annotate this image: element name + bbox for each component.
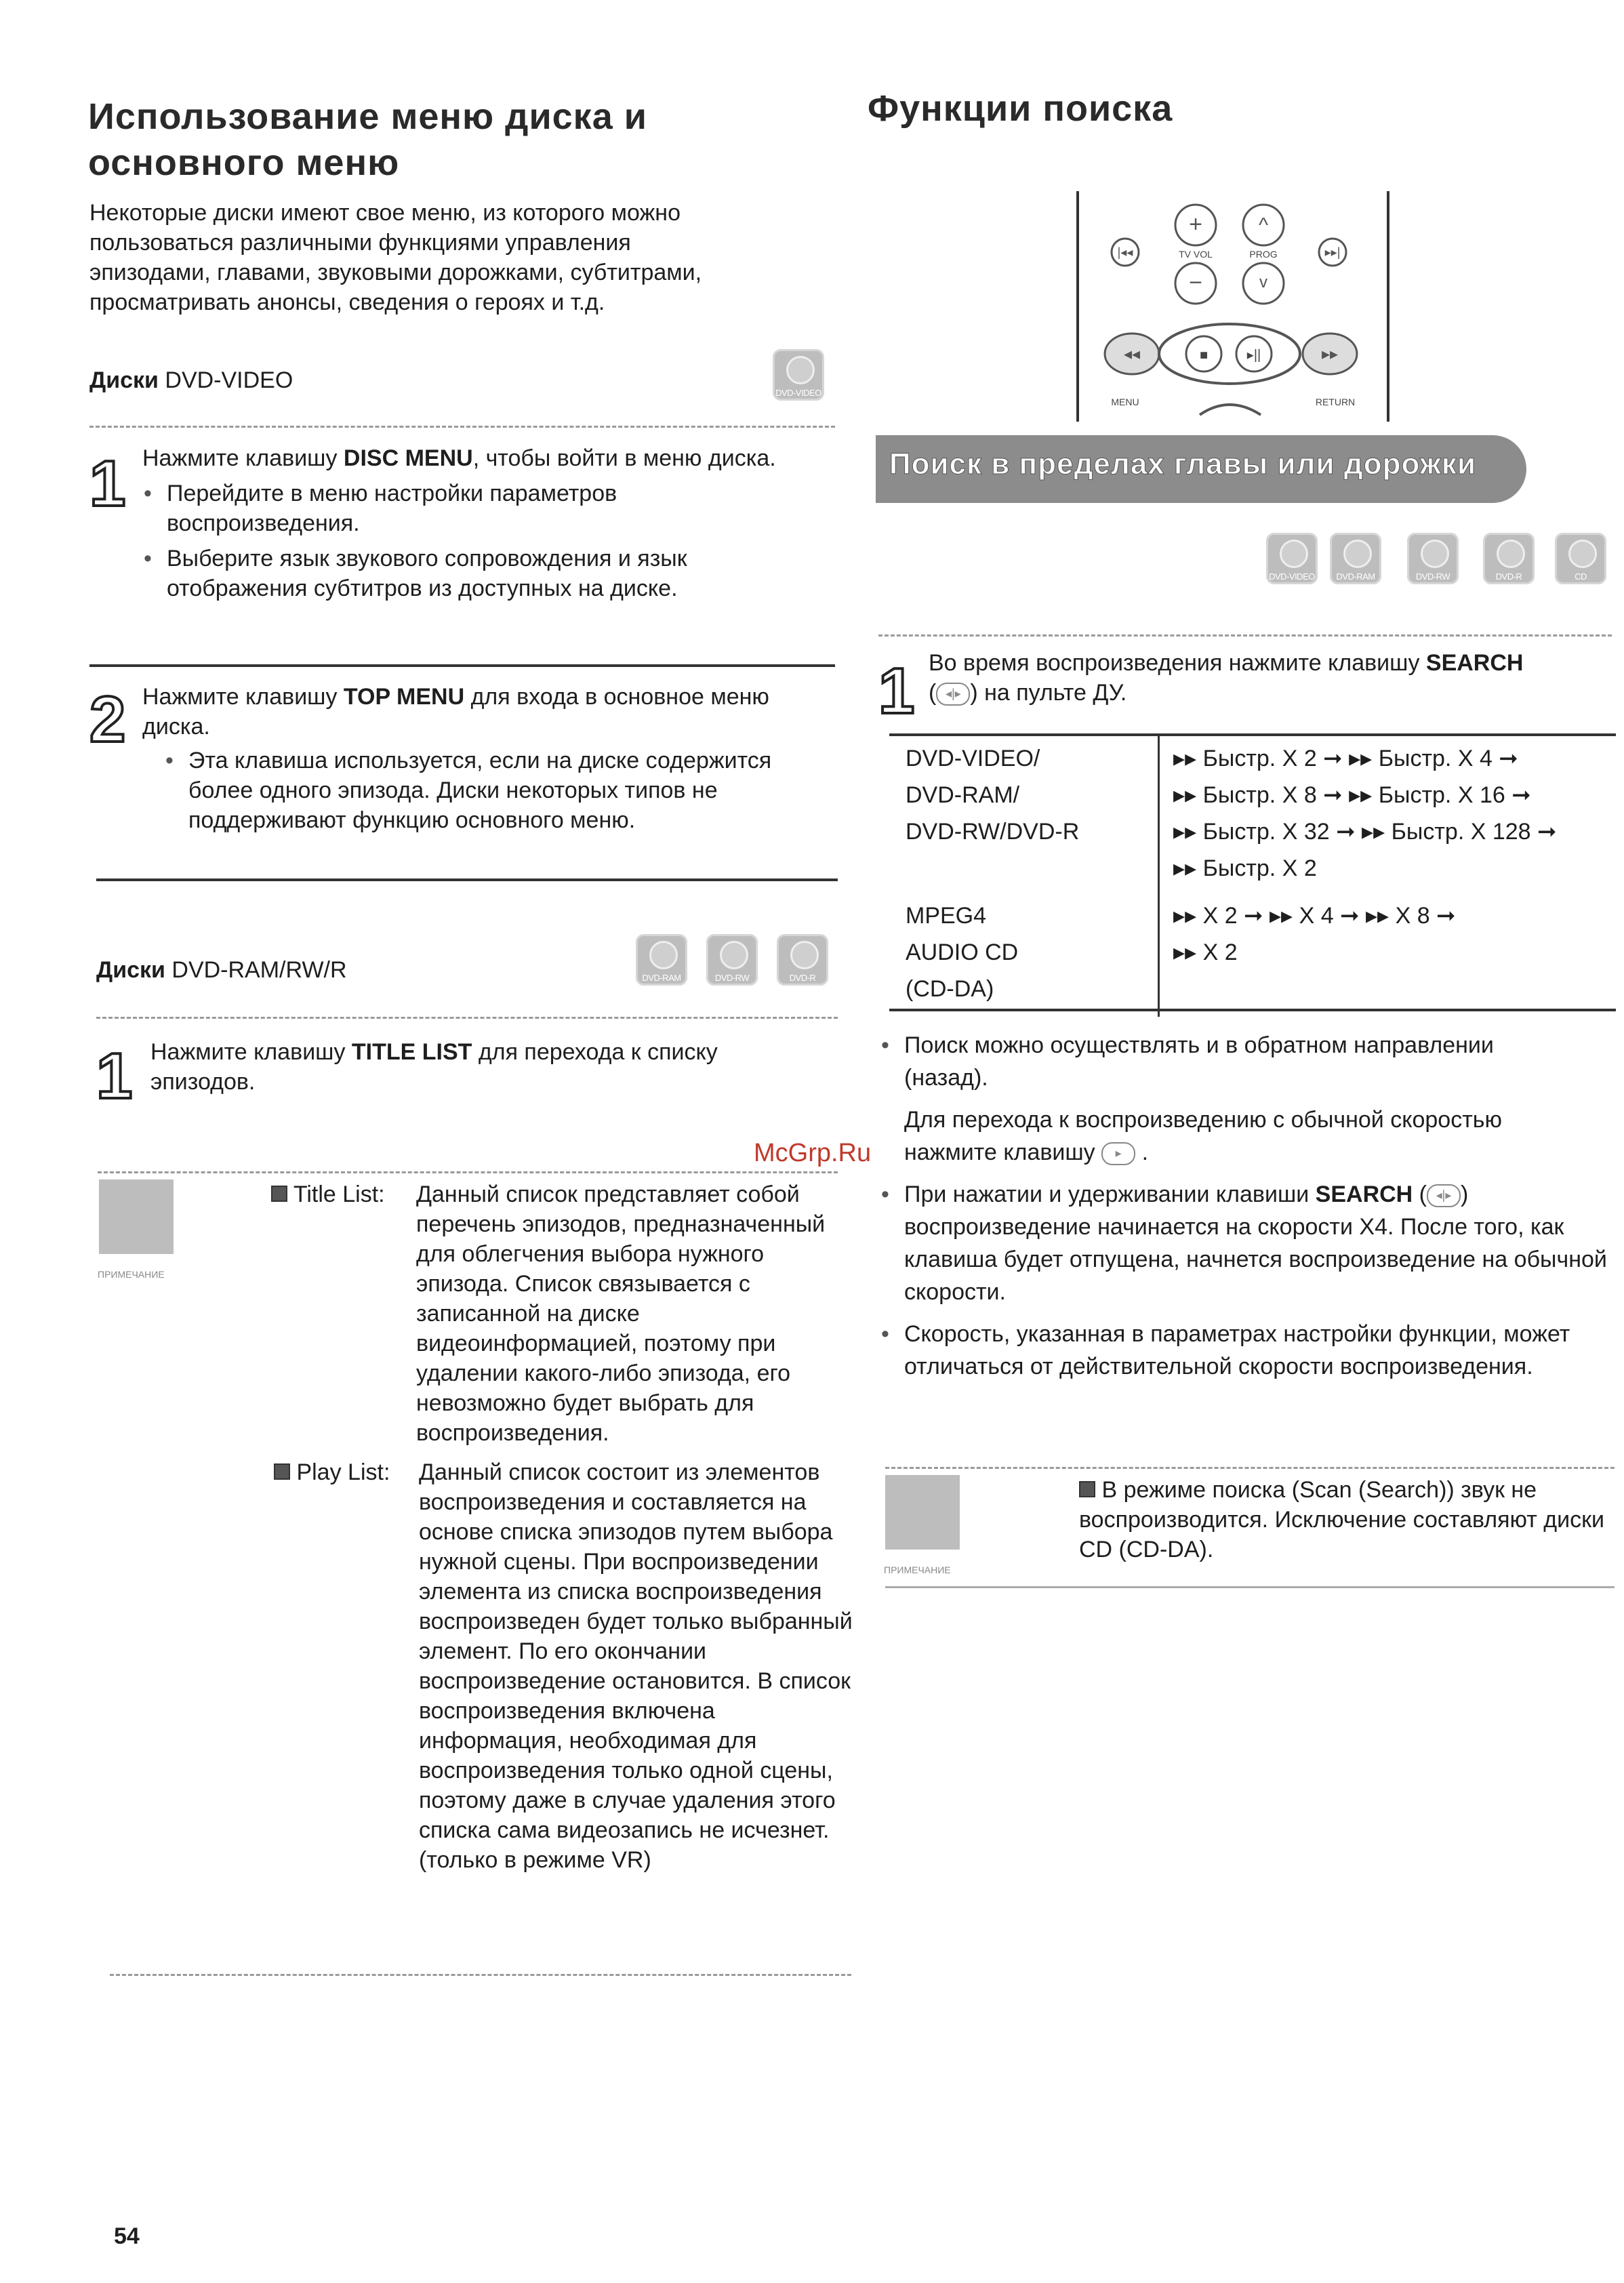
dvd-video-heading: Диски DVD-VIDEO (89, 367, 293, 393)
divider (96, 1017, 838, 1019)
svg-text:■: ■ (1199, 348, 1209, 363)
divider (89, 426, 835, 428)
search-button-icon: ◂|▸ (936, 683, 970, 706)
play-list-text: Данный список состоит из элементов воспроизведения и составляется на основе списка эпизодов путем выбора нужной сцены. При воспроизведении элемента из списка воспроизведения воспроизведен будет только выбранный элемент. По его окончании воспроизведение остановится. В список воспроизведения включена информация, необходимая для воспроизведения только одной сцены, поэтому даже в случае удаления этого списка сама видеозапись не исчезнет. (только в режиме VR) (419, 1459, 853, 1873)
search-notes: • Поиск можно осуществлять и в обратном направлении (назад). Для перехода к воспроизведению с обычной скоростью нажмите клавишу ▸ . • При нажатии и удерживании клавиши SEARCH ( ◂|▸ ) воспроизведение начинается на скорости X4. После того, как клавиша будет отпущена, начнется воспроизведение на обычной скорости. • Скорость, указанная в параметрах настройки функции, может отличаться от действительной скорости воспроизведения. (881, 1029, 1613, 1383)
dvd-rw-disc-icon: DVD-RW (706, 934, 758, 986)
dvd-video-disc-icon: DVD-VIDEO (773, 349, 824, 401)
divider (89, 664, 835, 667)
play-button-icon: ▸ (1101, 1142, 1135, 1165)
divider (96, 878, 838, 881)
divider (889, 1009, 1616, 1011)
divider (98, 1171, 838, 1173)
svg-text:^: ^ (1258, 214, 1269, 237)
note-icon: ПРИМЕЧАНИЕ (885, 1475, 960, 1550)
svg-text:−: − (1189, 270, 1202, 296)
dvd-ram-heading: Диски DVD-RAM/RW/R (96, 957, 347, 983)
step3-text: Нажмите клавишу TITLE LIST для перехода к списку эпизодов. (150, 1039, 718, 1095)
svg-text:PROG: PROG (1249, 249, 1278, 260)
svg-text:RETURN: RETURN (1315, 397, 1356, 407)
svg-text:TV VOL: TV VOL (1179, 249, 1213, 260)
step-number: 1 (89, 447, 126, 520)
dvd-ram-disc-icon: DVD-RAM (1330, 533, 1381, 584)
remote-control-illustration (1071, 191, 1396, 422)
search-step-text: Во время воспроизведения нажмите клавишу SEARCH ( ◂|▸ ) на пульте ДУ. (929, 650, 1524, 706)
step-number: 1 (96, 1040, 133, 1112)
left-title-line2: основного меню (88, 142, 400, 183)
right-title: Функции поиска (868, 88, 1173, 129)
watermark: McGrp.Ru (754, 1139, 872, 1167)
cd-disc-icon: CD (1555, 533, 1606, 584)
play-list-term: Play List: (274, 1457, 390, 1487)
title-list-term: Title List: (271, 1179, 385, 1209)
svg-text:|◂◂: |◂◂ (1117, 245, 1133, 259)
step-number: 1 (878, 655, 915, 727)
svg-text:▸▸: ▸▸ (1321, 345, 1339, 363)
svg-text:MENU: MENU (1111, 397, 1139, 407)
title-list-text: Данный список представляет собой перечень эпизодов, предназначенный для облегчения выбора нужного эпизода. Список связывается с записанной на диске видеоинформацией, поэтому при удалении какого-либо эпизода, его невозможно будет выбрать для воспроизведения. (416, 1181, 826, 1446)
intro-paragraph: Некоторые диски имеют свое меню, из которого можно пользоваться различными функциями управления эпизодами, главами, звуковыми дорожками, субтитрами, просматривать анонсы, сведения о героях и т.д. (89, 200, 702, 315)
svg-text:▸▸|: ▸▸| (1324, 245, 1341, 259)
search-button-icon: ◂|▸ (1427, 1184, 1461, 1207)
svg-text:◂◂: ◂◂ (1123, 345, 1141, 363)
left-title-line1: Использование меню диска и (88, 96, 647, 137)
step-number: 2 (89, 683, 126, 756)
dvd-video-disc-icon: DVD-VIDEO (1266, 533, 1318, 584)
dvd-rw-disc-icon: DVD-RW (1407, 533, 1459, 584)
svg-text:+: + (1189, 211, 1202, 237)
note-icon: ПРИМЕЧАНИЕ (99, 1179, 174, 1254)
divider (878, 634, 1612, 637)
step2-text: Нажмите клавишу TOP MENU для входа в основное меню диска. • Эта клавиша используется, если на диске содержится более одного эпизода. Диски некоторых типов не поддерживают функцию основного меню. (142, 682, 834, 835)
svg-text:v: v (1259, 273, 1267, 291)
divider (110, 1974, 851, 1976)
search-note-text: В режиме поиска (Scan (Search)) звук не воспроизводится. Исключение составляют диски CD (CD-DA). (1079, 1477, 1604, 1562)
dvd-r-disc-icon: DVD-R (777, 934, 828, 986)
divider (885, 1467, 1615, 1469)
section-banner: Поиск в пределах главы или дорожки (876, 435, 1526, 503)
svg-text:▸||: ▸|| (1246, 348, 1261, 363)
dvd-r-disc-icon: DVD-R (1483, 533, 1535, 584)
divider (885, 1586, 1615, 1588)
dvd-ram-disc-icon: DVD-RAM (636, 934, 687, 986)
step1-text: Нажмите клавишу DISC MENU, чтобы войти в меню диска. • Перейдите в меню настройки параметров воспроизведения. • Выберите язык звукового сопровождения и язык отображения субтитров из доступных на диске. (142, 443, 834, 603)
speed-table: DVD-VIDEO/ DVD-RAM/ DVD-RW/DVD-R ▸▸ Быстр. X 2 ➞ ▸▸ Быстр. X 4 ➞ ▸▸ Быстр. X 8 ➞ ▸▸ Быстр. X 16 ➞ ▸▸ Быстр. X 32 ➞ ▸▸ Быстр. X 128 ➞ ▸▸ Быстр. X 2 MPEG4 AUDIO CD (CD-DA) ▸▸ X 2 ➞ ▸▸ X 4 ➞ ▸▸ X 8 ➞ ▸▸ X 2 (889, 735, 1616, 1017)
page-number: 54 (114, 2223, 140, 2249)
